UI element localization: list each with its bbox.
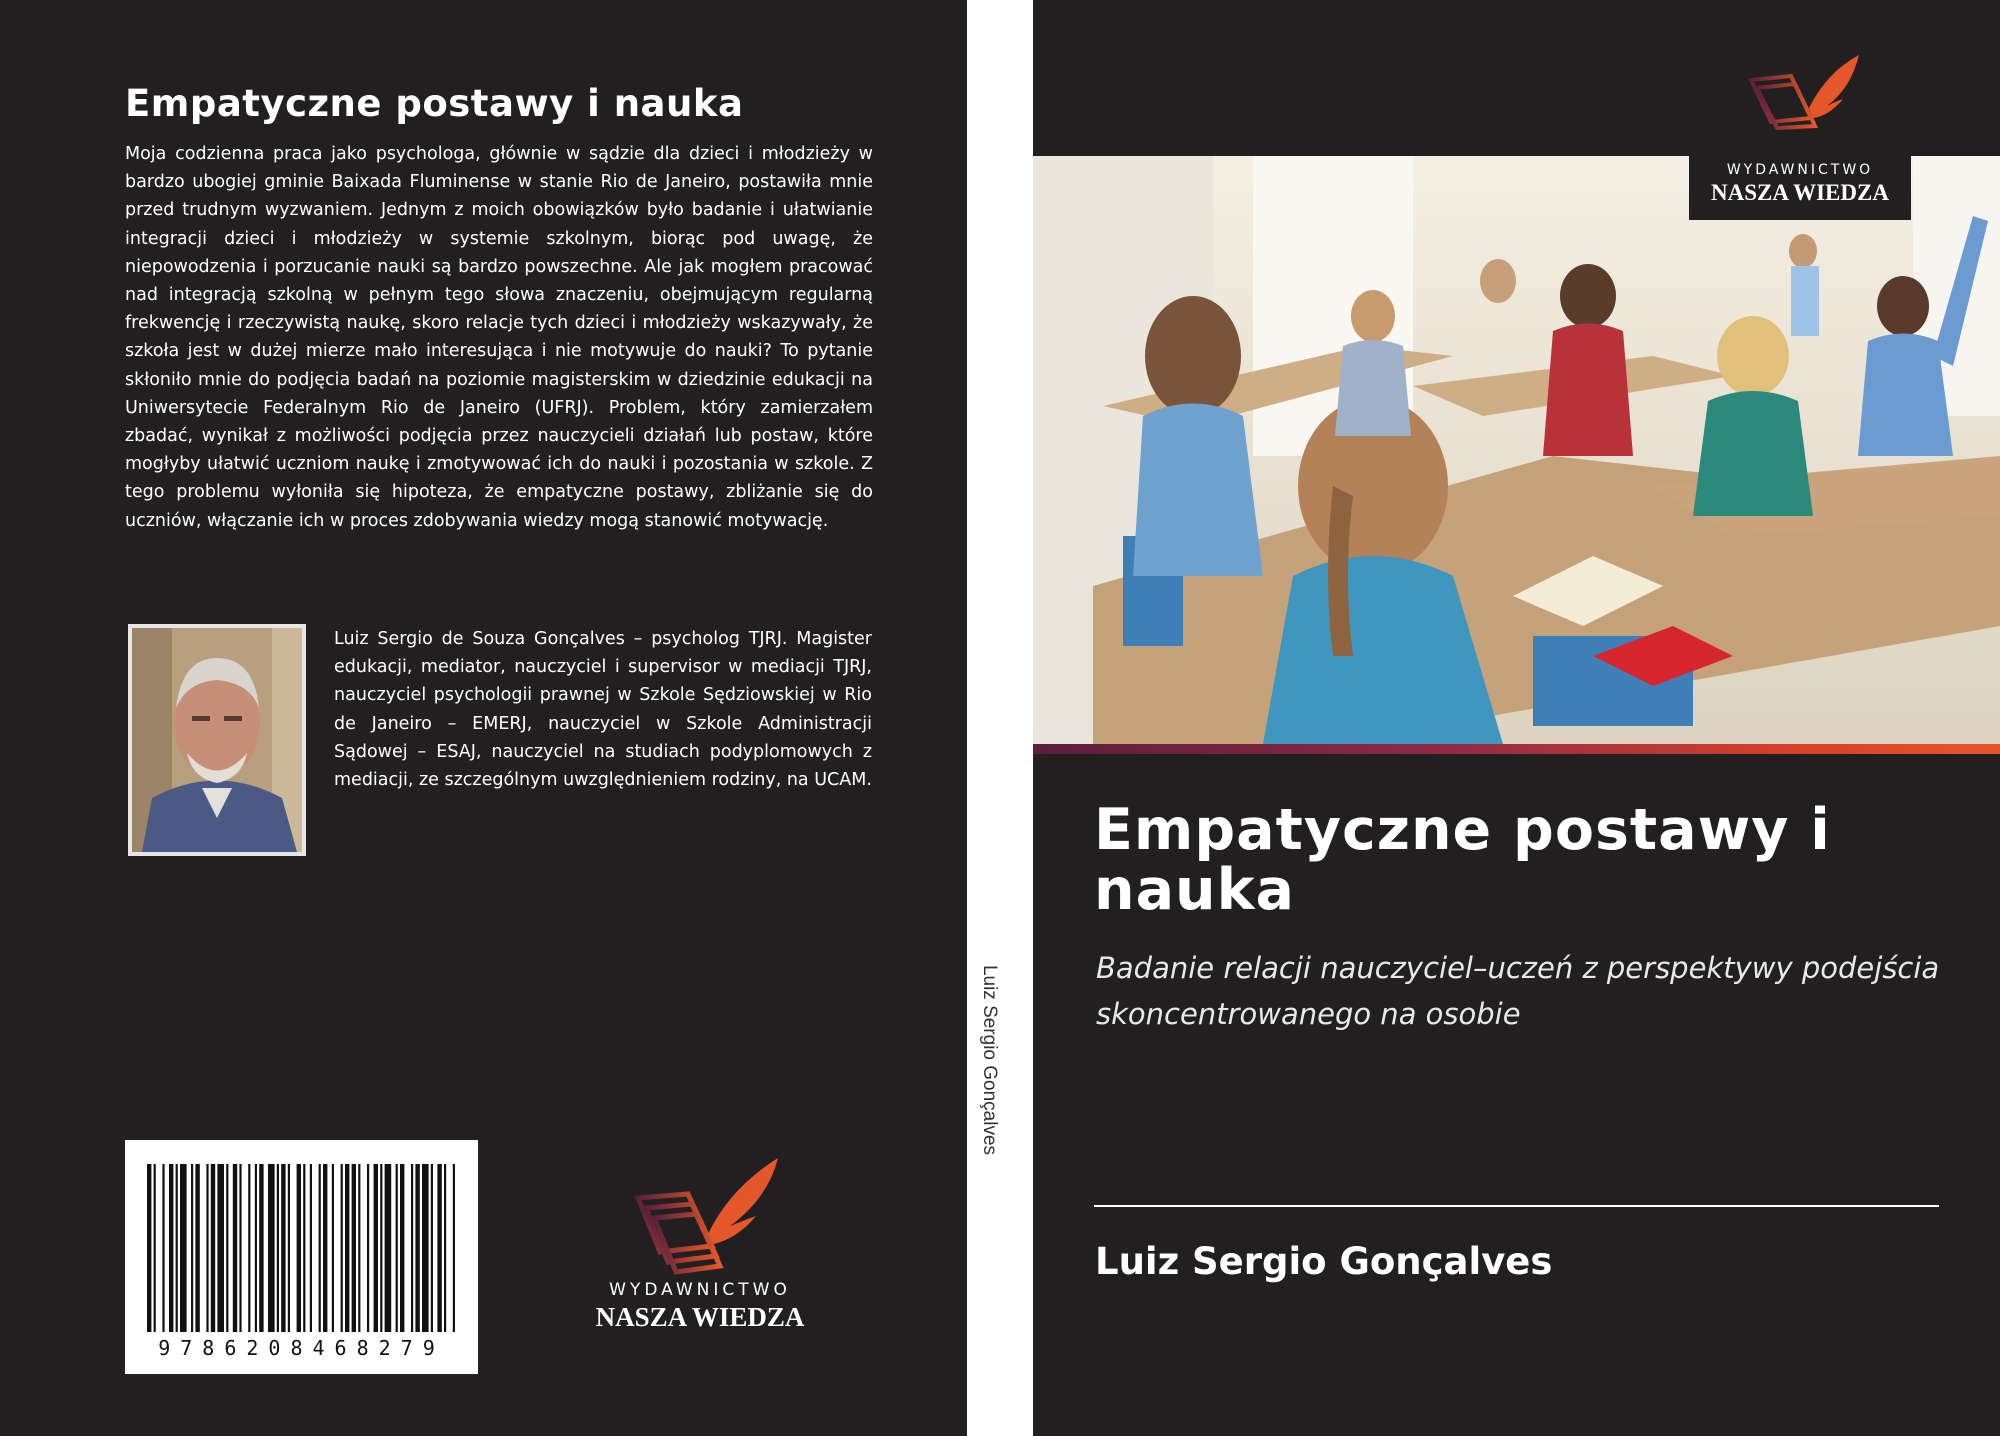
publisher-logo-back [580, 1148, 820, 1338]
barcode-bar [154, 1164, 156, 1332]
barcode-bar [453, 1164, 455, 1332]
barcode-bars [125, 1140, 478, 1340]
publisher-label-front: WYDAWNICTWO [1726, 162, 1874, 178]
publisher-name-front: NASZA WIEDZA [1711, 180, 1889, 205]
barcode-bar [162, 1164, 164, 1332]
publisher-logo-front [1689, 0, 1911, 220]
barcode-bar [255, 1164, 257, 1332]
barcode-bar [422, 1164, 429, 1332]
barcode-bar [367, 1164, 369, 1332]
barcode-bar [411, 1164, 413, 1332]
barcode-bar [319, 1164, 321, 1332]
publisher-name-back: NASZA WIEDZA [595, 1302, 805, 1332]
barcode-bar [248, 1164, 250, 1332]
barcode-bar [217, 1164, 224, 1332]
classroom-photo [1033, 156, 2000, 744]
barcode-bar [297, 1164, 301, 1332]
barcode-bar [341, 1164, 343, 1332]
barcode-bar [233, 1164, 237, 1332]
barcode-bar [310, 1164, 312, 1332]
barcode-bar [226, 1164, 228, 1332]
barcode-bar [352, 1164, 356, 1332]
author-portrait-icon [132, 628, 302, 852]
front-cover-subtitle: Badanie relacji nauczyciel–uczeń z perspektywy podejścia skoncentrowanego na osobie [1096, 951, 1940, 1031]
barcode-bar [176, 1164, 178, 1332]
barcode-bar [180, 1164, 187, 1332]
barcode-bar [303, 1164, 305, 1332]
barcode-bar [437, 1164, 441, 1332]
barcode-bar [345, 1164, 349, 1332]
front-divider [1094, 1205, 1939, 1207]
barcode-bar [191, 1164, 193, 1332]
author-photo [128, 624, 306, 856]
back-cover-title: Empatyczne postawy i nauka [125, 82, 744, 125]
barcode-bar [415, 1164, 419, 1332]
barcode-bar [147, 1164, 151, 1332]
isbn-barcode [125, 1140, 478, 1374]
front-cover-author: Luiz Sergio Gonçalves [1095, 1240, 1553, 1283]
barcode-bar [385, 1164, 392, 1332]
barcode-bar [332, 1164, 334, 1332]
back-cover-description: Moja codzienna praca jako psychologa, głównie w sądzie dla dzieci i młodzieży w bardzo ubogiej gminie Baixada Fluminense w stanie Rio de Janeiro, postawiła mnie przed trudnym wyzwaniem. Jednym z moich obowiązków było badanie i ułatwianie integracji dzieci i młodzieży w systemie szkolnym, biorąc pod uwagę, że niepowodzenia i porzucanie nauki są bardzo powszechne. Ale jak mogłem pracować nad integracją szkolną w pełnym tego słowa znaczeniu, obejmującym regularną frekwencję i rzeczywistą naukę, skoro relacje tych dzieci i młodzieży wskazywały, że szkoła jest w dużej mierze mało interesująca i nie motywuje do nauki? To pytanie skłoniło mnie do podjęcia badań na poziomie magisterskim w dziedzinie edukacji na Uniwersytecie Federalnym Rio de Janeiro (UFRJ). Problem, który zamierzałem zbadać, wynikał z możliwości podjęcia przez nauczycieli działań lub postaw, które mogłyby ułatwić uczniom naukę i zmotywować ich do nauki i pozostania w szkole. Z tego problemu wyłoniła się hipoteza, że empatyczne postawy, zbliżanie się do uczniów, włączanie ich w proces zdobywania wiedzy mogą stanowić motywację. [125, 144, 873, 531]
barcode-bar [380, 1164, 382, 1332]
spine-author: Luiz Sergio Gonçalves [979, 964, 1000, 1156]
barcode-bar [169, 1164, 173, 1332]
barcode-bar [444, 1164, 446, 1332]
book-quill-icon [580, 1148, 820, 1278]
front-cover-title: Empatyczne postawy i nauka [1094, 797, 1831, 923]
barcode-bar [206, 1164, 208, 1332]
barcode-bar [431, 1164, 433, 1332]
barcode-bar [211, 1164, 215, 1332]
barcode-bar [288, 1164, 290, 1332]
barcode-bar [374, 1164, 378, 1332]
barcode-bar [358, 1164, 360, 1332]
accent-stripe [1033, 744, 2000, 754]
barcode-bar [195, 1164, 199, 1332]
barcode-bar [396, 1164, 398, 1332]
publisher-label-back: WYDAWNICTWO [609, 1280, 791, 1300]
barcode-bar [268, 1164, 275, 1332]
classroom-image-icon [1033, 156, 2000, 744]
book-quill-icon [1689, 0, 1911, 130]
barcode-bar [400, 1164, 404, 1332]
barcode-bar [281, 1164, 285, 1332]
barcode-bar [277, 1164, 279, 1332]
barcode-bar [259, 1164, 263, 1332]
barcode-bar [323, 1164, 327, 1332]
author-bio: Luiz Sergio de Souza Gonçalves – psycholog TJRJ. Magister edukacji, mediator, nauczyciel i supervisor w mediacji TJRJ, nauczyciel psychologii prawnej w Szkole Sędziowskiej w Rio de Janeiro – EMERJ, nauczyciel w Szkole Administracji Sądowej – ESAJ, nauczyciel na studiach podyplomowych z mediacji, ze szczególnym uwzględnieniem rodziny, na UCAM. [334, 629, 872, 791]
barcode-bar [239, 1164, 241, 1332]
spine [967, 0, 1033, 1436]
isbn-digits: 9786208468279 [158, 1336, 445, 1360]
